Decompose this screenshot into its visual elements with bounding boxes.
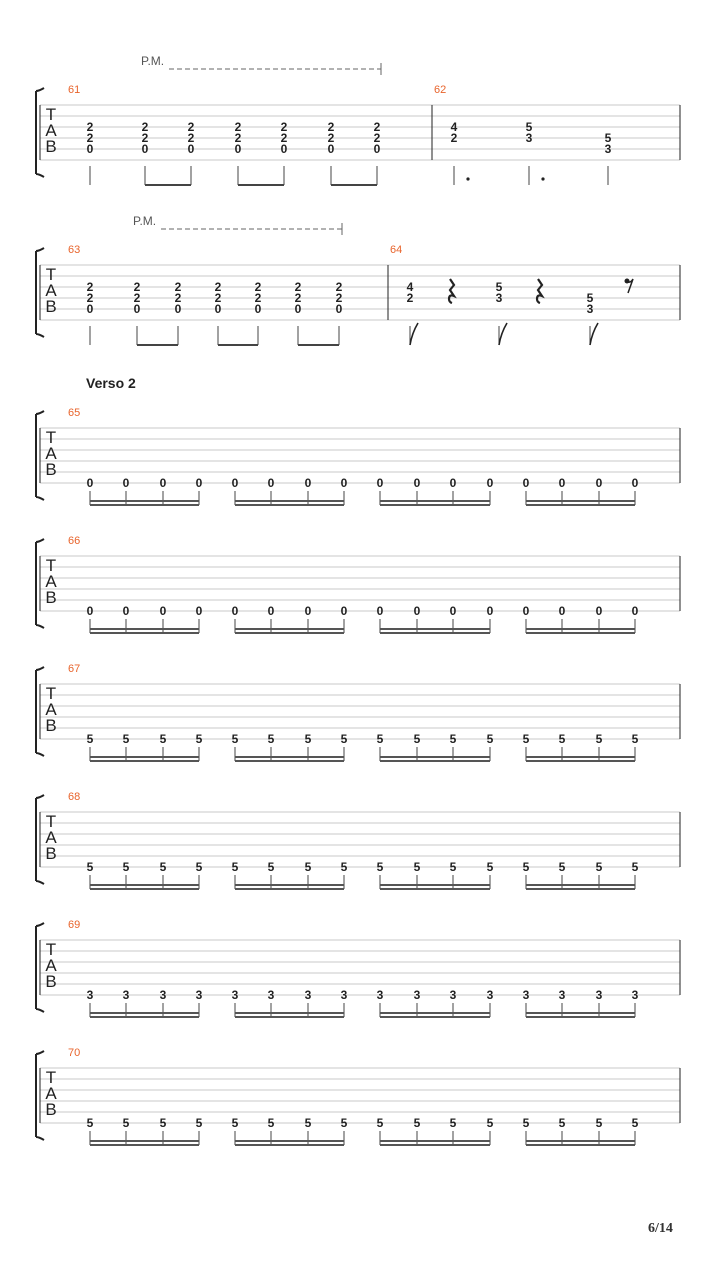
fret-number: 0 [486, 604, 494, 618]
tab-clef-letter-t: T [45, 812, 57, 831]
fret-number: 5 [231, 732, 239, 746]
dot [466, 177, 469, 180]
fret-number: 0 [486, 476, 494, 490]
fret-number: 5 [413, 1116, 421, 1130]
fret-number: 3 [340, 988, 348, 1002]
fret-number: 5 [604, 131, 612, 145]
fret-number: 0 [340, 476, 348, 490]
fret-number: 2 [86, 120, 94, 134]
fret-number: 5 [304, 1116, 312, 1130]
fret-number: 3 [631, 988, 639, 1002]
fret-number: 3 [159, 988, 167, 1002]
tab-clef-letter-b: B [45, 588, 57, 607]
fret-number: 5 [122, 1116, 130, 1130]
fret-number: 0 [174, 302, 182, 316]
fret-number: 5 [122, 732, 130, 746]
tab-clef-letter-a: A [45, 956, 57, 975]
tab-clef-letter-a: A [45, 828, 57, 847]
note-flag [499, 323, 507, 345]
fret-number: 5 [340, 1116, 348, 1130]
fret-number: 5 [586, 291, 594, 305]
fret-number: 5 [495, 280, 503, 294]
fret-number: 5 [86, 1116, 94, 1130]
fret-number: 5 [267, 860, 275, 874]
fret-number: 0 [304, 476, 312, 490]
measure-number: 68 [68, 791, 81, 803]
fret-number: 0 [195, 604, 203, 618]
fret-number: 5 [631, 860, 639, 874]
measure-number: 69 [68, 919, 81, 931]
fret-number: 5 [195, 860, 203, 874]
tab-clef-letter-t: T [45, 1068, 57, 1087]
fret-number: 0 [195, 476, 203, 490]
fret-number: 5 [525, 120, 533, 134]
fret-number: 0 [267, 604, 275, 618]
tab-clef-letter-t: T [45, 428, 57, 447]
fret-number: 5 [449, 1116, 457, 1130]
fret-number: 2 [86, 291, 94, 305]
fret-number: 2 [214, 280, 222, 294]
fret-number: 2 [406, 291, 414, 305]
fret-number: 3 [122, 988, 130, 1002]
fret-number: 2 [86, 131, 94, 145]
fret-number: 5 [449, 732, 457, 746]
fret-number: 2 [234, 120, 242, 134]
fret-number: 5 [340, 732, 348, 746]
fret-number: 5 [231, 1116, 239, 1130]
fret-number: 3 [525, 131, 533, 145]
fret-number: 5 [304, 860, 312, 874]
fret-number: 0 [86, 476, 94, 490]
fret-number: 5 [595, 1116, 603, 1130]
page-number: 6/14 [648, 1221, 673, 1236]
fret-number: 0 [376, 476, 384, 490]
fret-number: 2 [254, 280, 262, 294]
tab-clef-letter-t: T [45, 265, 57, 284]
fret-number: 5 [595, 732, 603, 746]
fret-number: 2 [174, 280, 182, 294]
fret-number: 0 [449, 604, 457, 618]
measure-number: 62 [434, 84, 447, 96]
tab-clef-letter-a: A [45, 281, 57, 300]
fret-number: 5 [522, 1116, 530, 1130]
fret-number: 2 [133, 280, 141, 294]
fret-number: 3 [558, 988, 566, 1002]
measure-number: 66 [68, 535, 81, 547]
fret-number: 3 [522, 988, 530, 1002]
fret-number: 2 [141, 131, 149, 145]
fret-number: 5 [195, 1116, 203, 1130]
dot [541, 177, 544, 180]
fret-number: 0 [187, 142, 195, 156]
measure-number: 67 [68, 663, 81, 675]
fret-number: 2 [450, 131, 458, 145]
fret-number: 5 [558, 1116, 566, 1130]
fret-number: 0 [449, 476, 457, 490]
note-flag [410, 323, 418, 345]
fret-number: 2 [373, 131, 381, 145]
fret-number: 0 [373, 142, 381, 156]
fret-number: 3 [267, 988, 275, 1002]
fret-number: 5 [413, 732, 421, 746]
fret-number: 4 [406, 280, 414, 294]
fret-number: 0 [304, 604, 312, 618]
fret-number: 2 [327, 131, 335, 145]
fret-number: 0 [335, 302, 343, 316]
fret-number: 5 [340, 860, 348, 874]
fret-number: 5 [558, 860, 566, 874]
fret-number: 2 [86, 280, 94, 294]
fret-number: 2 [327, 120, 335, 134]
fret-number: 0 [133, 302, 141, 316]
fret-number: 3 [304, 988, 312, 1002]
fret-number: 0 [214, 302, 222, 316]
fret-number: 5 [558, 732, 566, 746]
fret-number: 3 [449, 988, 457, 1002]
fret-number: 0 [631, 476, 639, 490]
fret-number: 5 [376, 732, 384, 746]
tab-clef-letter-t: T [45, 105, 57, 124]
fret-number: 2 [214, 291, 222, 305]
fret-number: 2 [335, 291, 343, 305]
fret-number: 5 [486, 1116, 494, 1130]
fret-number: 5 [595, 860, 603, 874]
tab-clef-letter-b: B [45, 137, 57, 156]
fret-number: 0 [122, 476, 130, 490]
tab-clef-letter-b: B [45, 972, 57, 991]
fret-number: 3 [595, 988, 603, 1002]
measure-number: 65 [68, 407, 81, 419]
fret-number: 2 [187, 131, 195, 145]
fret-number: 3 [413, 988, 421, 1002]
measure-number: 61 [68, 84, 81, 96]
tab-clef-letter-b: B [45, 297, 57, 316]
fret-number: 2 [373, 120, 381, 134]
tab-clef-letter-a: A [45, 1084, 57, 1103]
fret-number: 0 [413, 604, 421, 618]
fret-number: 5 [486, 732, 494, 746]
fret-number: 3 [486, 988, 494, 1002]
tab-clef-letter-t: T [45, 940, 57, 959]
fret-number: 5 [413, 860, 421, 874]
fret-number: 5 [304, 732, 312, 746]
fret-number: 0 [340, 604, 348, 618]
fret-number: 0 [631, 604, 639, 618]
fret-number: 2 [141, 120, 149, 134]
fret-number: 5 [267, 1116, 275, 1130]
fret-number: 5 [376, 860, 384, 874]
fret-number: 0 [280, 142, 288, 156]
fret-number: 2 [280, 131, 288, 145]
fret-number: 2 [187, 120, 195, 134]
fret-number: 3 [195, 988, 203, 1002]
fret-number: 3 [495, 291, 503, 305]
fret-number: 5 [159, 1116, 167, 1130]
tab-clef-letter-a: A [45, 700, 57, 719]
fret-number: 5 [159, 732, 167, 746]
fret-number: 0 [595, 476, 603, 490]
fret-number: 5 [376, 1116, 384, 1130]
fret-number: 0 [86, 142, 94, 156]
fret-number: 0 [254, 302, 262, 316]
measure-number: 63 [68, 244, 81, 256]
tab-clef-letter-b: B [45, 460, 57, 479]
fret-number: 0 [558, 476, 566, 490]
fret-number: 5 [631, 732, 639, 746]
tab-clef-letter-t: T [45, 556, 57, 575]
fret-number: 5 [86, 732, 94, 746]
tab-clef-letter-b: B [45, 1100, 57, 1119]
fret-number: 0 [267, 476, 275, 490]
fret-number: 5 [159, 860, 167, 874]
tab-clef-letter-a: A [45, 121, 57, 140]
fret-number: 0 [231, 476, 239, 490]
fret-number: 2 [280, 120, 288, 134]
fret-number: 0 [376, 604, 384, 618]
fret-number: 2 [294, 291, 302, 305]
fret-number: 3 [586, 302, 594, 316]
fret-number: 5 [86, 860, 94, 874]
tab-clef-letter-b: B [45, 844, 57, 863]
tab-clef-letter-a: A [45, 572, 57, 591]
fret-number: 2 [294, 280, 302, 294]
fret-number: 0 [231, 604, 239, 618]
fret-number: 5 [522, 732, 530, 746]
fret-number: 3 [231, 988, 239, 1002]
fret-number: 2 [335, 280, 343, 294]
fret-number: 4 [450, 120, 458, 134]
fret-number: 2 [234, 131, 242, 145]
note-flag [590, 323, 598, 345]
tab-clef-letter-a: A [45, 444, 57, 463]
fret-number: 5 [631, 1116, 639, 1130]
fret-number: 0 [234, 142, 242, 156]
fret-number: 3 [376, 988, 384, 1002]
fret-number: 5 [486, 860, 494, 874]
fret-number: 3 [86, 988, 94, 1002]
fret-number: 0 [122, 604, 130, 618]
fret-number: 2 [254, 291, 262, 305]
fret-number: 5 [231, 860, 239, 874]
fret-number: 5 [267, 732, 275, 746]
fret-number: 0 [522, 604, 530, 618]
fret-number: 0 [159, 476, 167, 490]
fret-number: 0 [522, 476, 530, 490]
fret-number: 5 [122, 860, 130, 874]
fret-number: 3 [604, 142, 612, 156]
fret-number: 0 [558, 604, 566, 618]
fret-number: 0 [86, 302, 94, 316]
quarter-rest [537, 279, 542, 303]
fret-number: 5 [522, 860, 530, 874]
tab-clef-letter-b: B [45, 716, 57, 735]
tab-clef-letter-t: T [45, 684, 57, 703]
fret-number: 2 [133, 291, 141, 305]
measure-number: 64 [390, 244, 403, 256]
palm-mute-label: P.M. [141, 54, 165, 68]
measure-number: 70 [68, 1047, 81, 1059]
section-label: Verso 2 [86, 375, 136, 391]
fret-number: 0 [141, 142, 149, 156]
quarter-rest [449, 279, 454, 303]
fret-number: 0 [159, 604, 167, 618]
fret-number: 5 [195, 732, 203, 746]
fret-number: 0 [595, 604, 603, 618]
fret-number: 0 [86, 604, 94, 618]
fret-number: 2 [174, 291, 182, 305]
fret-number: 0 [294, 302, 302, 316]
fret-number: 0 [413, 476, 421, 490]
fret-number: 5 [449, 860, 457, 874]
fret-number: 0 [327, 142, 335, 156]
palm-mute-label: P.M. [133, 214, 157, 228]
